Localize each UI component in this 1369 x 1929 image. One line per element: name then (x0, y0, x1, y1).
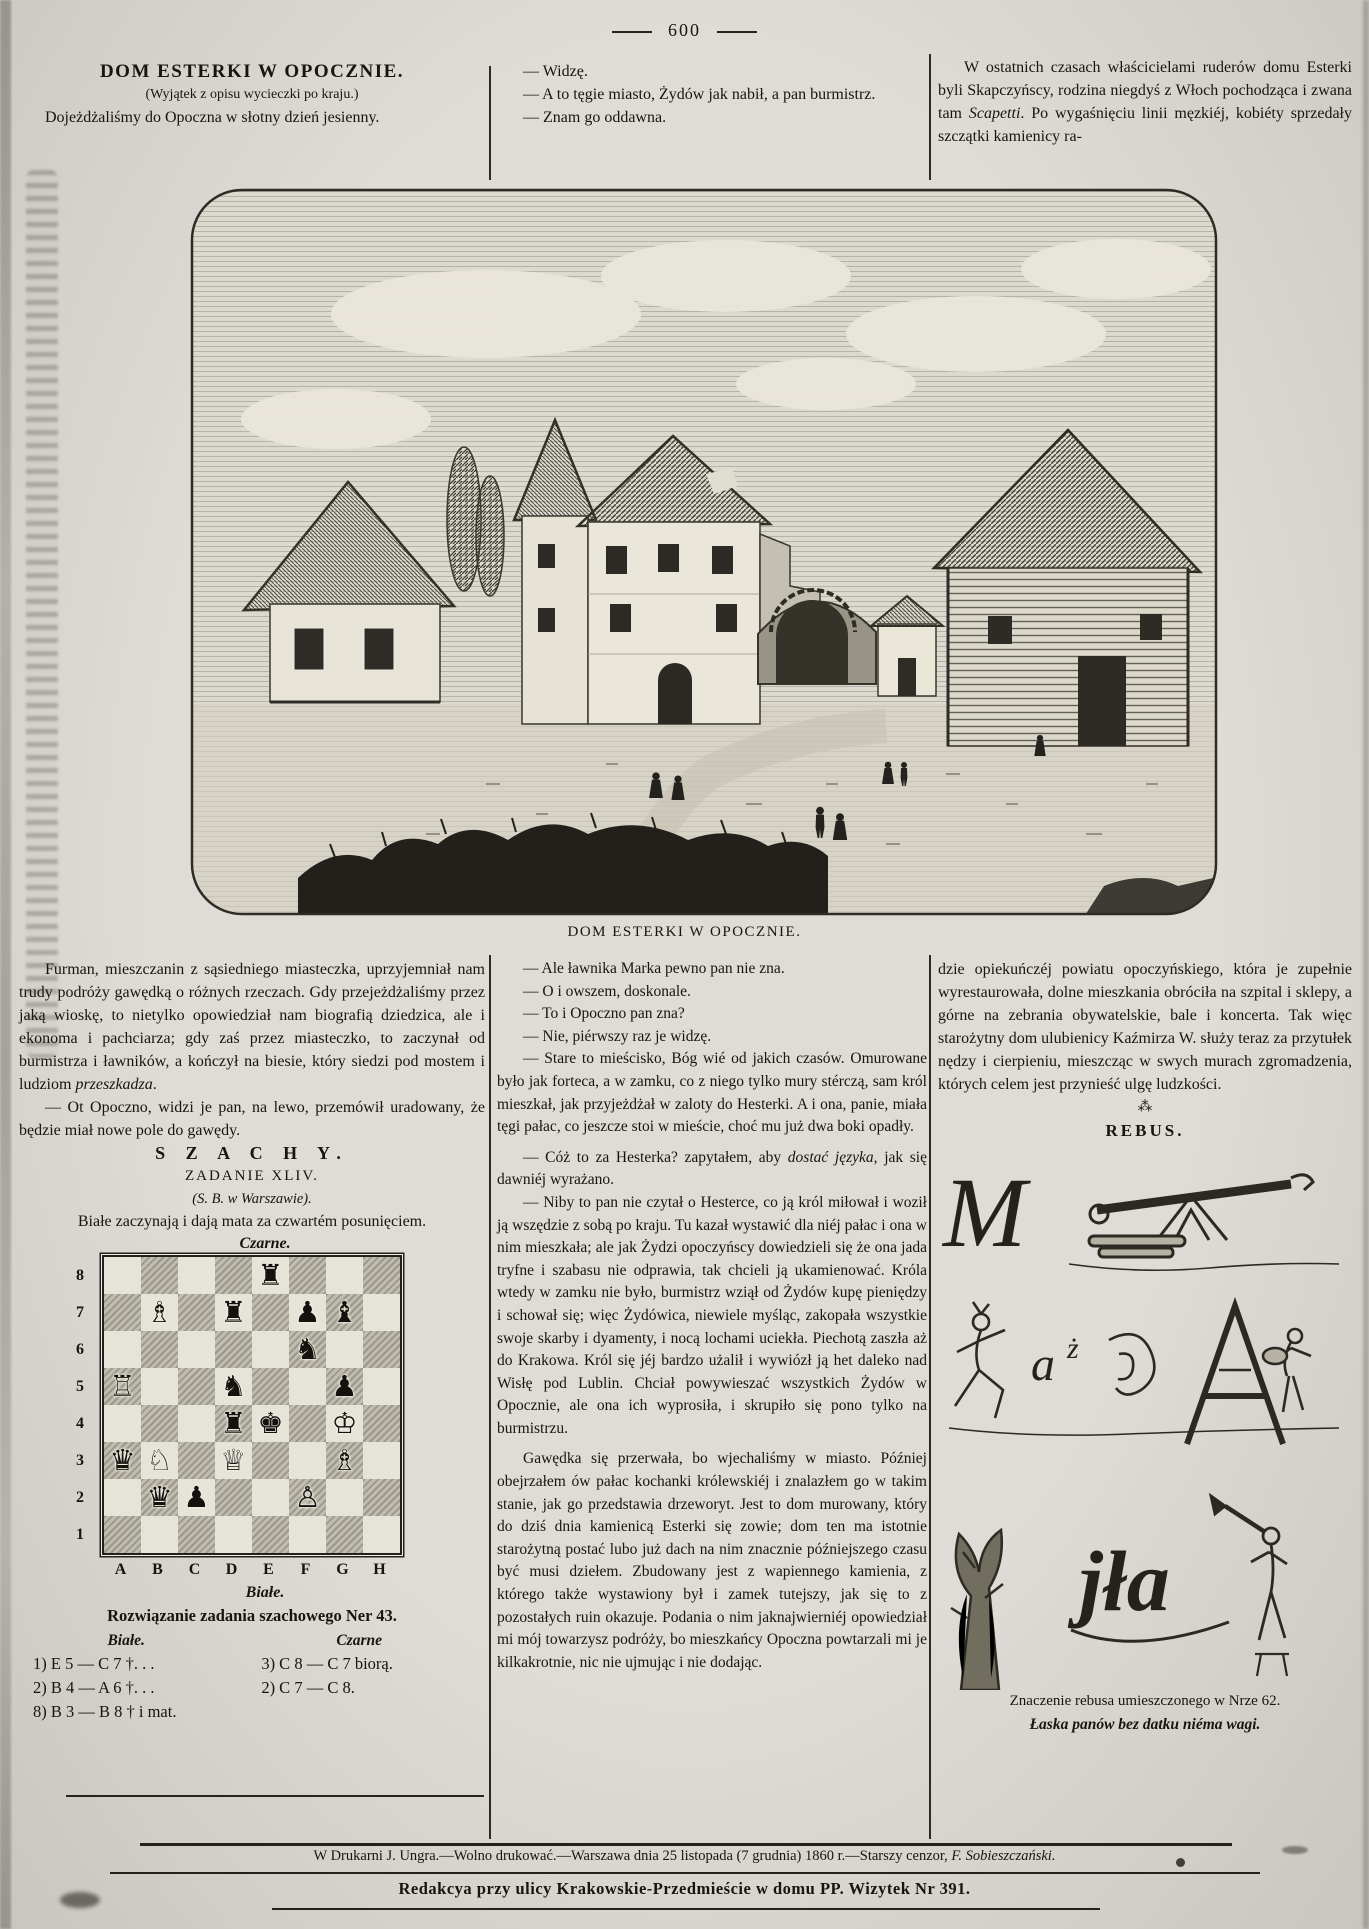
square-e4 (252, 1405, 289, 1442)
dialog-line: — Znam go oddawna. (523, 109, 667, 126)
paragraph: — Cóż to za Hesterka? zapytałem, aby dostać języka, jak się dawniéj wyrażano. (497, 1148, 927, 1189)
solution-column-labels (19, 1629, 485, 1652)
chess-byline: (S. B. w Warszawie). (192, 1191, 312, 1207)
rebus-solution-text: Łaska panów bez datku niéma wagi. (1029, 1716, 1261, 1733)
column-rule (929, 955, 931, 1839)
chess-title: S Z A C H Y. (155, 1143, 349, 1163)
rank-label-1: 1 (76, 1526, 84, 1543)
file-labels (102, 1558, 398, 1581)
rank-labels (76, 1257, 84, 1553)
square-h8 (363, 1257, 400, 1294)
square-h1 (363, 1516, 400, 1553)
column-rule (929, 54, 931, 180)
square-g4 (326, 1405, 363, 1442)
square-e6 (252, 1331, 289, 1368)
column-rule (489, 955, 491, 1839)
dialog-line: — Nie, piérwszy raz je widzę. (523, 1027, 712, 1045)
square-c6 (178, 1331, 215, 1368)
rank-label-3: 3 (76, 1452, 84, 1469)
black-piece-c2: ♟ (183, 1480, 210, 1514)
dialog-line: — Ale ławnika Marka pewno pan nie zna. (523, 960, 785, 977)
rebus-header: REBUS. (1105, 1121, 1185, 1140)
file-label-e: E (263, 1561, 274, 1578)
white-piece-a5: ♖ (109, 1369, 136, 1403)
square-h4 (363, 1405, 400, 1442)
chess-board (104, 1257, 400, 1553)
article-subtitle: (Wyjątek z opisu wycieczki po kraju.) (145, 87, 359, 102)
rebus-caption: Znaczenie rebusa umieszczonego w Nrze 62. (1009, 1693, 1281, 1709)
rebus-tree-sketch (951, 1530, 1003, 1690)
rank-label-8: 8 (76, 1267, 84, 1284)
black-piece-d7: ♜ (220, 1295, 247, 1329)
rank-label-4: 4 (76, 1415, 84, 1432)
page-number: 600 (668, 20, 701, 40)
scan-edge-left (0, 0, 11, 1929)
square-h5 (363, 1368, 400, 1405)
left-column-end-rule (66, 1795, 484, 1797)
square-g5 (326, 1368, 363, 1405)
square-a8 (104, 1257, 141, 1294)
square-f8 (289, 1257, 326, 1294)
square-d5 (215, 1368, 252, 1405)
dialog-line: — Stare to mieścisko, Bóg wié od jakich czasów. Omurowane było jak forteca, a w zamku, co z niego tylko mury stérczą, sam król mieszkał, jak przyjeżdżał w zaloty do Hesterki. A i ona, panie, miała tęgi pałac, co jeszcze stoi w mieście, choć mu już dwa boki opadły. (497, 1050, 927, 1136)
solution-label-white: Białe. (107, 1632, 145, 1649)
black-piece-g7: ♝ (331, 1295, 358, 1329)
square-h3 (363, 1442, 400, 1479)
square-g2 (326, 1479, 363, 1516)
black-piece-e4: ♚ (257, 1406, 284, 1440)
file-label-d: D (225, 1561, 238, 1578)
paragraph: dzie opiekuńczéj powiatu opoczyńskiego, która je zupełnie wyrestaurowała, dolne mieszkania obróciła na szpital i sklepy, a górne na zebrania obywatelskie, bale i koncerta. Tak więc starożytny dom ulubienicy Kaźmirza W. służy teraz za przytułek nędzy i cierpieniu, mieszcząc w swych murach zgromadzenia, których celem jest przynieść ulgę ludzkości. (938, 961, 1352, 1093)
square-e7 (252, 1294, 289, 1331)
square-d1 (215, 1516, 252, 1553)
rebus-letter-a: a (1031, 1338, 1055, 1391)
square-h6 (363, 1331, 400, 1368)
footer-rule-middle (110, 1872, 1260, 1874)
square-a7 (104, 1294, 141, 1331)
black-piece-g5: ♟ (331, 1369, 358, 1403)
white-piece-d3: ♕ (220, 1443, 247, 1477)
square-f4 (289, 1405, 326, 1442)
square-a3 (104, 1442, 141, 1479)
square-b1 (141, 1516, 178, 1553)
square-f7 (289, 1294, 326, 1331)
dialog-line: — To i Opoczno pan zna? (523, 1005, 685, 1023)
black-piece-d4: ♜ (220, 1406, 247, 1440)
square-a2 (104, 1479, 141, 1516)
rebus-big-a-frame (1187, 1306, 1283, 1444)
chess-subtitle: ZADANIE XLIV. (184, 1168, 320, 1184)
column-right-lower (938, 958, 1352, 1736)
rebus-row-3 (939, 1478, 1351, 1690)
square-e2 (252, 1479, 289, 1516)
square-c3 (178, 1442, 215, 1479)
rebus-word: jła (1079, 1533, 1170, 1629)
square-d4 (215, 1405, 252, 1442)
chess-task: Białe zaczynają i dają mata za czwartém posunięciem. (77, 1213, 427, 1230)
dialog-line: — Ot Opoczno, widzi je pan, na lewo, przemówił uradowany, że będzie miał nowe pole do gawędy. (19, 1099, 485, 1139)
chess-board-area (76, 1255, 428, 1581)
square-b2 (141, 1479, 178, 1516)
file-label-f: F (300, 1561, 311, 1578)
paragraph: W ostatnich czasach właścicielami ruderów domu Esterki byli Skapczyńscy, rodzina niegdyś z Włoch pochodząca i zwana tam Scapetti. Po wygaśnięciu linii męzkiéj, kobiéty sprzedały szczątki kamienicy ra- (938, 59, 1353, 145)
rank-label-5: 5 (76, 1378, 84, 1395)
square-g3 (326, 1442, 363, 1479)
solution-heading: Rozwiązanie zadania szachowego Ner 43. (107, 1606, 397, 1625)
black-piece-a3: ♛ (109, 1443, 136, 1477)
white-piece-b3: ♘ (146, 1443, 173, 1477)
square-d8 (215, 1257, 252, 1294)
square-e8 (252, 1257, 289, 1294)
chess-section (19, 1142, 485, 1724)
asterism-ornament: ⁂ (1137, 1099, 1153, 1115)
column-middle-lower (497, 958, 927, 1674)
rank-label-6: 6 (76, 1341, 84, 1358)
square-d6 (215, 1331, 252, 1368)
square-g1 (326, 1516, 363, 1553)
square-h2 (363, 1479, 400, 1516)
board-label-white: Białe. (245, 1584, 285, 1601)
engraving-caption: DOM ESTERKI W OPOCZNIE. (567, 924, 802, 940)
white-piece-f2: ♙ (294, 1480, 321, 1514)
scan-edge-right (1363, 0, 1369, 1929)
white-piece-b7: ♗ (146, 1295, 173, 1329)
square-b7 (141, 1294, 178, 1331)
square-g6 (326, 1331, 363, 1368)
square-b4 (141, 1405, 178, 1442)
editorial-address-line: Redakcya przy ulicy Krakowskie-Przedmieście w domu PP. Wizytek Nr 391. (398, 1879, 971, 1898)
square-f2 (289, 1479, 326, 1516)
rebus-row-2 (939, 1278, 1351, 1476)
paragraph: Furman, mieszczanin z sąsiedniego miasteczka, uprzyjemniał nam trudy podróży gawędką o różnych rzeczach. Gdy przejeżdżaliśmy przez jaką wioskę, to nietylko opowiedział nam biografią dziedzica, ale i ekonoma i pachciarza; gdy zaś przez miasteczko, to zaczynał od burmistrza i ławników, a kończył na biesie, który siedzi pod mostem i ludziom przeszkadza. (19, 961, 485, 1093)
rank-label-2: 2 (76, 1489, 84, 1506)
black-piece-f7: ♟ (294, 1295, 321, 1329)
square-c5 (178, 1368, 215, 1405)
paragraph: — Niby to pan nie czytał o Hesterce, co ją król miłował i woził ją wszędzie z sobą po kraju. Tu kazał wystawić dla niéj pałac i ona w nim mieszkała; ale jak Żydzi opoczyńscy dowiedzieli się że ona jada tryfne i szabasu nie odprawia, tak chcieli ją ukamienować. Króla wtedy w zamku nie było, burmistrz wziął od Żydów kupę pieniędzy i schował się; więc Żydówica, niewiele myśląc, zakopała wszystkie swoje skarby i dyamenty, i nocą lochami uciekła. Piechotą zaszła aż do Krakowa. Król się jéj bardzo użalił i wywiózł ją het daleko nad Wisłę pod Lublin. Chciał powywieszać wszystkich Żydów w Opocznie, ale ona ich wyprosiła, i skrupiło się pono tylko na burmistrzu. (497, 1193, 927, 1437)
square-b8 (141, 1257, 178, 1294)
solution-row: 2) B 4 — A 6 †. . . 2) C 7 — C 8. (33, 1678, 355, 1697)
chess-board-frame (102, 1255, 402, 1555)
footer-rule-bottom (272, 1908, 1100, 1910)
article-title: DOM ESTERKI W OPOCZNIE. (99, 61, 405, 82)
black-piece-d5: ♞ (220, 1369, 247, 1403)
square-g7 (326, 1294, 363, 1331)
rebus-machine-sketch (1069, 1175, 1339, 1270)
black-piece-b2: ♛ (146, 1480, 173, 1514)
square-c7 (178, 1294, 215, 1331)
square-a6 (104, 1331, 141, 1368)
square-b3 (141, 1442, 178, 1479)
solution-row: 1) E 5 — C 7 †. . . 3) C 8 — C 7 biorą. (33, 1654, 393, 1673)
engraving-illustration (186, 184, 1222, 920)
file-label-c: C (188, 1561, 201, 1578)
rebus-letter-z: ż (1067, 1332, 1079, 1365)
square-a1 (104, 1516, 141, 1553)
paragraph: Gawędka się przerwała, bo wjechaliśmy w miasto. Później obejrzałem ów pałac kochanki królewskiéj i znalazłem go w takim stanie, jak go przedstawia drzeworyt. Jest to dom murowany, który do dziś dnia kamienicą Esterki się zowie; dom ten ma istotnie starożytną postać lubo już dach na nim znacznie późniejszego czasu być musi dziełem. Zbudowany jest z wapiennego kamienia, z którego także wystawiony był i zamek tutejszy, jak się to z pozostałych ruin okazuje. Podania o nim jaknajwierniéj opowiedział mi mój towarzysz podróży, bo mieszkańcy Opoczna powtarzali mi je kilkakrotnie, nic nie ujmując i nie dodając. (497, 1450, 927, 1671)
dialog-line: — Widzę. (523, 63, 588, 80)
dialog-line: — A to tęgie miasto, Żydów jak nabił, a pan burmistrz. (523, 86, 876, 103)
column-middle-top (497, 60, 927, 129)
square-a5 (104, 1368, 141, 1405)
column-rule (489, 66, 491, 180)
square-d2 (215, 1479, 252, 1516)
square-g8 (326, 1257, 363, 1294)
footer-rule-top (140, 1843, 1232, 1846)
page-number-rule-left (612, 31, 652, 33)
page-number-row (0, 20, 1369, 41)
dialog-line: — O i owszem, doskonale. (523, 982, 691, 1000)
file-label-b: B (152, 1561, 163, 1578)
solution-row: 8) B 3 — B 8 † i mat. (33, 1702, 177, 1721)
white-piece-g3: ♗ (331, 1443, 358, 1477)
file-label-a: A (114, 1561, 127, 1578)
square-c1 (178, 1516, 215, 1553)
square-c4 (178, 1405, 215, 1442)
engraving-dom-esterki (186, 184, 1222, 920)
rebus-letter-m: M (943, 1157, 1027, 1268)
square-f5 (289, 1368, 326, 1405)
square-d7 (215, 1294, 252, 1331)
square-h7 (363, 1294, 400, 1331)
rebus-ear-sketch (1109, 1334, 1154, 1394)
file-label-g: G (336, 1561, 349, 1578)
square-b5 (141, 1368, 178, 1405)
page-number-rule-right (717, 31, 757, 33)
solution-label-black: Czarne (336, 1632, 382, 1649)
column-left-lower (19, 958, 485, 1724)
square-a4 (104, 1405, 141, 1442)
square-c8 (178, 1257, 215, 1294)
column-right-top (938, 56, 1352, 148)
black-piece-f6: ♞ (294, 1332, 321, 1366)
white-piece-g4: ♔ (331, 1406, 358, 1440)
rebus-runner-sketch (955, 1302, 1005, 1418)
square-e5 (252, 1368, 289, 1405)
imprint-line: W Drukarni J. Ungra.—Wolno drukować.—Warszawa dnia 25 listopada (7 grudnia) 1860 r.—Starszy cenzor, F. Sobieszczański. (313, 1848, 1056, 1864)
rebus-row-1 (939, 1144, 1351, 1276)
square-f6 (289, 1331, 326, 1368)
rebus-trumpeter-sketch (1211, 1496, 1289, 1676)
board-label-black: Czarne. (239, 1235, 291, 1252)
square-f1 (289, 1516, 326, 1553)
square-d3 (215, 1442, 252, 1479)
square-c2 (178, 1479, 215, 1516)
square-e3 (252, 1442, 289, 1479)
square-b6 (141, 1331, 178, 1368)
square-e1 (252, 1516, 289, 1553)
article-lead: Dojeżdżaliśmy do Opoczna w słotny dzień jesienny. (45, 109, 380, 126)
black-piece-e8: ♜ (257, 1258, 284, 1292)
file-label-h: H (373, 1561, 386, 1578)
square-f3 (289, 1442, 326, 1479)
rank-label-7: 7 (76, 1304, 84, 1321)
column-left-top (19, 60, 485, 129)
